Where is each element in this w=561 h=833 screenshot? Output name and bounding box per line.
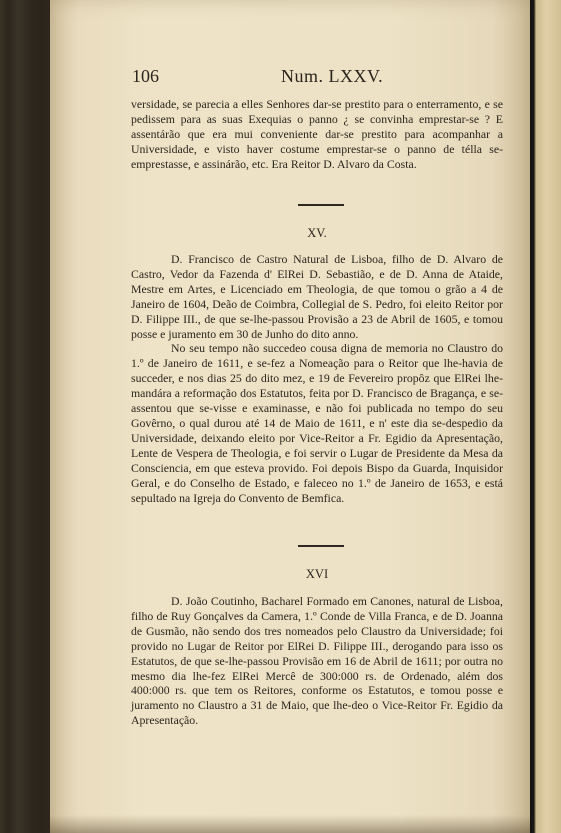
running-title: Num. LXXV. [281,66,384,86]
facing-page-edge [530,0,561,833]
section-xvi-paragraph-1: D. João Coutinho, Bacharel Formado em Canones, natural de Lisboa, filho de Ruy Gonçalves da Camera, 1.º Conde de Villa Franca, e de D. Joanna de Gusmão, não sendo dos tres nomeados pelo Claustro da Universidade; foi provido no Lugar de Reitor por ElRei D. Filippe III., derogando para isso os Estatutos, de que se-lhe-passou Provisão em 16 de Abril de 1611; por outra no mesmo dia lhe-fez ElRei Mercê de 300:000 rs. de Ordenado, além dos 400:000 rs. que tem os Reitores, conforme os Estatutos, e tomou posse e juramento no Claustro a 31 de Maio, que lhe-deo o Vice-Reitor Fr. Egidio da Apresentação. [131,594,503,728]
section-xv-paragraph-2: No seu tempo não succedeo cousa digna de memoria no Claustro do 1.º de Janeiro de 1611, e se-fez a Nomeação para o Reitor que lhe-havia de succeder, e nos dias 25 do dito mez, e 19 de Fevereiro propôz que ElRei lhe-mandára a reformação dos Estatutos, feita por D. Francisco de Bragança, e se-assentou que se-visse e examinasse, e não foi publicada no tempo do seu Govêrno, o qual durou até 14 de Maio de 1611, e n' este dia se-despedio da Universidade, deixando eleito por Vice-Reitor a Fr. Egidio da Apresentação, Lente de Vespera de Theologia, e foi servir o Lugar de Presidente da Mesa da Consciencia, em que esteva provido. Foi depois Bispo da Guarda, Inquisidor Geral, e do Conselho de Estado, e faleceo no 1.º de Janeiro de 1653, e está sepultado na Igreja do Convento de Bemfica. [131,341,503,505]
opening-paragraph: versidade, se parecia a elles Senhores dar-se prestito para o enterramento, e se pedissem para as suas Exequias o panno ¿ se convinha emprestar-se ? E assentárão que era mui conveniente dar-se prestito para acompanhar a Universidade, e visto haver costume emprestar-se o panno de télla se-emprestasse, e assinárão, etc. Era Reitor D. Alvaro da Costa. [131,97,503,171]
opening-text-block [131,97,503,172]
section-heading-xvi: XVI [305,567,329,581]
section-heading-xv: XV. [307,226,327,240]
section-divider-rule [298,204,344,206]
section-xv-body [131,252,503,505]
section-xvi-body [131,594,503,728]
section-divider-rule [298,545,344,547]
section-xv-paragraph-1: D. Francisco de Castro Natural de Lisboa, filho de D. Alvaro de Castro, Vedor da Fazenda d' ElRei D. Sebastião, e de D. Anna de Ataide, Mestre em Artes, e Licenciado em Theologia, de que tomou o grão a 4 de Janeiro de 1604, Deão de Coimbra, Collegial de S. Pedro, foi eleito Reitor por D. Filippe III., de que se-lhe-passou Provisão a 23 de Abril de 1605, e tomou posse e juramento em 30 de Junho do dito anno. [131,252,503,341]
page-number: 106 [132,66,159,86]
page-bottom-shadow [50,815,530,833]
